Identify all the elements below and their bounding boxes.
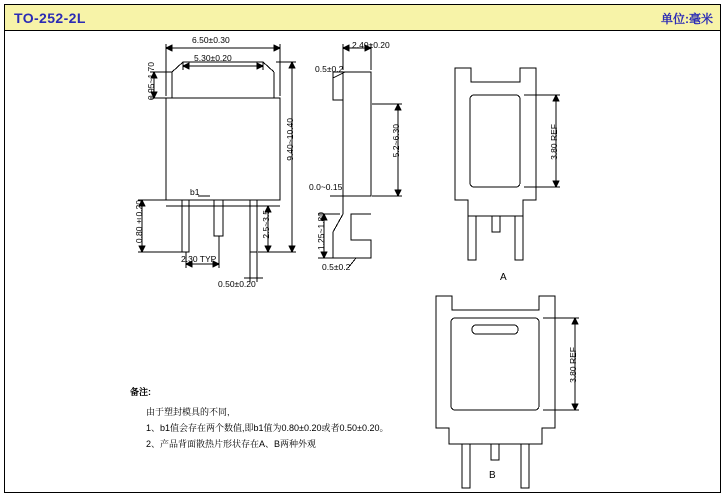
unit-label: 单位:毫米 [661, 12, 713, 26]
dim-body-height-left: 0.95~1.70 [146, 62, 156, 101]
dim-side-tab-width: 2.40±0.20 [352, 40, 390, 50]
dim-side-body-height: 5.2~6.30 [391, 124, 401, 158]
dim-lead-pitch: 2.30 TYP [181, 254, 217, 264]
note-line-1: 1、b1值会存在两个数值,即b1值为0.80±0.20或者0.50±0.20。 [146, 423, 389, 433]
dim-lead-width: 0.50±0.20 [218, 279, 256, 289]
dim-top-width-outer: 6.50±0.30 [192, 35, 230, 45]
note-line-2: 2、产品背面散热片形状存在A、B两种外观 [146, 439, 317, 449]
page-title: TO-252-2L [14, 10, 86, 26]
notes-heading: 备注: [130, 387, 151, 397]
dim-ref-a: 3.80 REF [549, 124, 559, 160]
dim-total-height: 9.40~10.40 [285, 118, 295, 161]
dim-ref-b: 3.80 REF [568, 347, 578, 383]
dim-lead-thickness: 0.80±0.20 [134, 200, 144, 244]
dim-side-stand-off: 0.0~0.15 [309, 182, 343, 192]
note-line-0: 由于塑封模具的不同, [146, 407, 230, 417]
dim-side-foot-height: 1.25~1.80 [316, 212, 326, 251]
dim-lead-b1: b1 [190, 187, 200, 197]
view-label-a: A [500, 272, 507, 283]
dim-side-tab-offset: 0.5±0.2 [315, 64, 344, 74]
dim-top-width-inner: 5.30±0.20 [194, 53, 232, 63]
dim-lead-span: 2.5~3.5 [261, 210, 271, 239]
view-label-b: B [489, 470, 496, 481]
dim-side-foot-thick: 0.5±0.2 [322, 262, 351, 272]
